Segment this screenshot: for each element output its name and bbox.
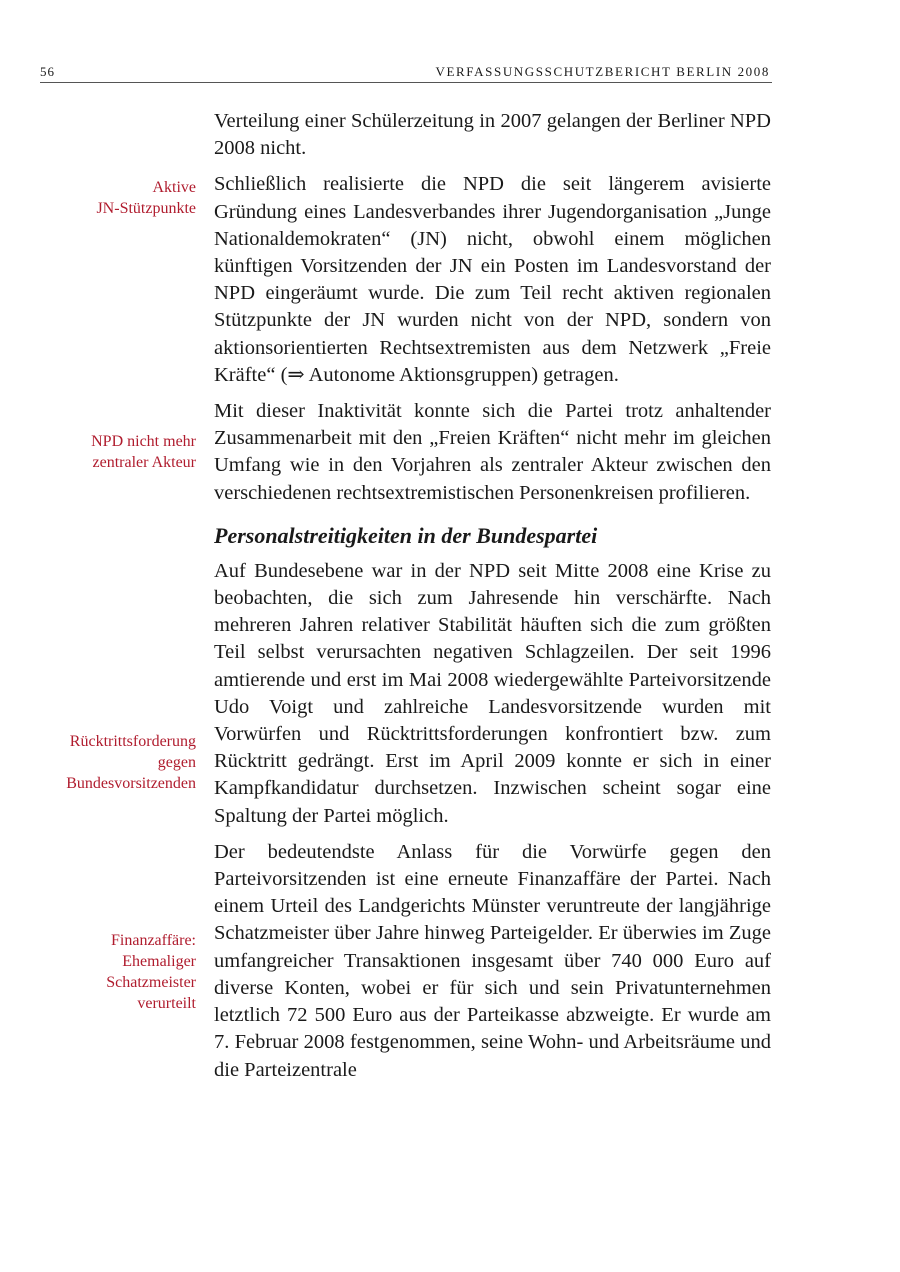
margin-note-finanzaffaere: Finanzaffäre: Ehemaliger Schatzmeister verurteilt — [106, 932, 196, 1012]
section-heading: Personalstreitigkeiten in der Bundespartei — [214, 522, 598, 548]
margin-note-jn-stuetzpunkte: Aktive JN-Stützpunkte — [96, 179, 196, 217]
margin-note-ruecktrittsforderung: Rücktrittsforderung gegen Bundesvorsitzenden — [66, 733, 196, 792]
header-divider — [40, 82, 772, 83]
paragraph-jn-landesverband: Schließlich realisierte die NPD die seit längerem avisierte Gründung eines Landesverbandes ihrer Jugendorganisation „Junge Nationaldemokraten“ (JN) nicht, obwohl einem möglichen künftigen Vorsitzenden der JN ein Posten im Landesvorstand der NPD eingeräumt wurde. Die zum Teil recht aktiven regionalen Stützpunkte der JN wurden nicht von der NPD, sondern von aktionsorientierten Rechtsextremisten aus dem Netzwerk „Freie Kräfte“ (⇒ Autonome Aktionsgruppen) getragen. — [214, 173, 771, 386]
page-number: 56 — [40, 64, 55, 79]
margin-note-npd-akteur: NPD nicht mehr zentraler Akteur — [91, 433, 196, 471]
paragraph-bundesebene-krise: Auf Bundesebene war in der NPD seit Mitte 2008 eine Krise zu beobachten, die sich zum Jahresende hin verschärfte. Nach mehreren Jahren relativer Stabilität häuften sich die zum größten Teil selbst verursachten negativen Schlagzeilen. Der seit 1996 amtierende und erst im Mai 2008 wiedergewählte Parteivorsitzende Udo Voigt und zahlreiche Landesvorsitzende wurden mit Vorwürfen und Rücktrittsforderungen konfrontiert bzw. zum Rücktritt gedrängt. Erst im April 2009 konnte er sich in einer Kampfkandidatur durchsetzen. Inzwischen scheint sogar eine Spaltung der Partei möglich. — [214, 559, 771, 827]
paragraph-schuelerzeitung: Verteilung einer Schülerzeitung in 2007 gelangen der Berliner NPD 2008 nicht. — [214, 110, 771, 160]
running-title: VERFASSUNGSSCHUTZBERICHT BERLIN 2008 — [435, 64, 770, 79]
paragraph-inaktivitaet: Mit dieser Inaktivität konnte sich die Partei trotz anhaltender Zusammenarbeit mit den „Freien Kräften“ nicht mehr im gleichen Umfang wie in den Vorjahren als zentraler Akteur zwischen den verschiedenen rechtsextremistischen Personenkreisen profilieren. — [214, 400, 771, 504]
paragraph-finanzaffaere: Der bedeutendste Anlass für die Vorwürfe gegen den Parteivorsitzenden ist eine erneute Finanzaffäre der Partei. Nach einem Urteil des Landgerichts Münster veruntreute der langjährige Schatzmeister über Jahre hinweg Parteigelder. Er überwies im Zuge umfangreicher Transaktionen insgesamt über 740 000 Euro auf diverse Konten, wobei er für sich und sein Privatunternehmen letztlich 72 500 Euro aus der Parteikasse abzweigte. Er wurde am 7. Februar 2008 festgenommen, seine Wohn- und Arbeitsräume und die Parteizentrale — [214, 840, 771, 1081]
main-text-column — [214, 108, 771, 1093]
